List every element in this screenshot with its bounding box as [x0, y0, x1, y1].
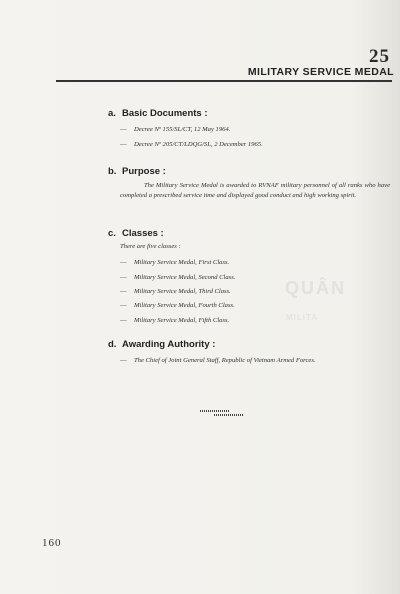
awarding-authority: The Chief of Joint General Staff, Republic of Vietnam Armed Forces.: [134, 357, 316, 364]
list-item: [120, 357, 316, 364]
decree-1: Decree Nº 155/SL/CT, 12 May 1964.: [134, 126, 231, 133]
class-1: Military Service Medal, First Class.: [134, 259, 230, 266]
watermark: QUÂN: [285, 278, 346, 298]
class-5: Military Service Medal, Fifth Class.: [134, 317, 230, 324]
section-a-title: Basic Documents :: [122, 108, 208, 119]
list-item: [120, 302, 235, 309]
running-title: MILITARY SERVICE MEDAL: [247, 66, 394, 78]
page-number: 25: [369, 46, 390, 67]
purpose-paragraph: The Military Service Medal is awarded to RVNAF military personnel of all ranks who have completed a prescribed service time and displayed good conduct and high working spirit.: [120, 182, 390, 199]
classes-intro: There are five classes :: [120, 243, 181, 250]
watermark-sub: MILITA: [286, 313, 319, 322]
section-c-title: Classes :: [122, 228, 164, 239]
section-b-heading: [108, 166, 166, 177]
bullet-dash: —: [120, 357, 127, 364]
list-item: [120, 141, 263, 148]
list-item: [120, 126, 230, 133]
section-a-letter: a.: [108, 108, 116, 119]
section-b-title: Purpose :: [122, 166, 166, 177]
bullet-dash: —: [120, 302, 127, 309]
class-2: Military Service Medal, Second Class.: [134, 274, 236, 281]
section-c-letter: c.: [108, 228, 116, 239]
ornament-divider-top: [200, 410, 230, 412]
section-b-letter: b.: [108, 166, 117, 177]
decree-2: Decree Nº 205/CT/LDQG/SL, 2 December 1965.: [134, 141, 263, 148]
list-item: [120, 317, 229, 324]
bullet-dash: —: [120, 317, 127, 324]
bullet-dash: —: [120, 259, 127, 266]
section-d-heading: [108, 339, 215, 350]
list-item: [120, 274, 235, 281]
list-item: [120, 259, 229, 266]
section-d-title: Awarding Authority :: [122, 339, 216, 350]
list-item: [120, 288, 231, 295]
bullet-dash: —: [120, 126, 127, 133]
ornament-divider-bottom: [214, 414, 244, 416]
folio-number: 160: [42, 537, 62, 549]
section-a-heading: [108, 108, 208, 119]
bullet-dash: —: [120, 141, 127, 148]
bullet-dash: —: [120, 288, 127, 295]
header-rule: [56, 80, 392, 82]
section-c-heading: [108, 228, 164, 239]
class-3: Military Service Medal, Third Class.: [134, 288, 231, 295]
bullet-dash: —: [120, 274, 127, 281]
section-d-letter: d.: [108, 339, 117, 350]
class-4: Military Service Medal, Fourth Class.: [134, 302, 235, 309]
